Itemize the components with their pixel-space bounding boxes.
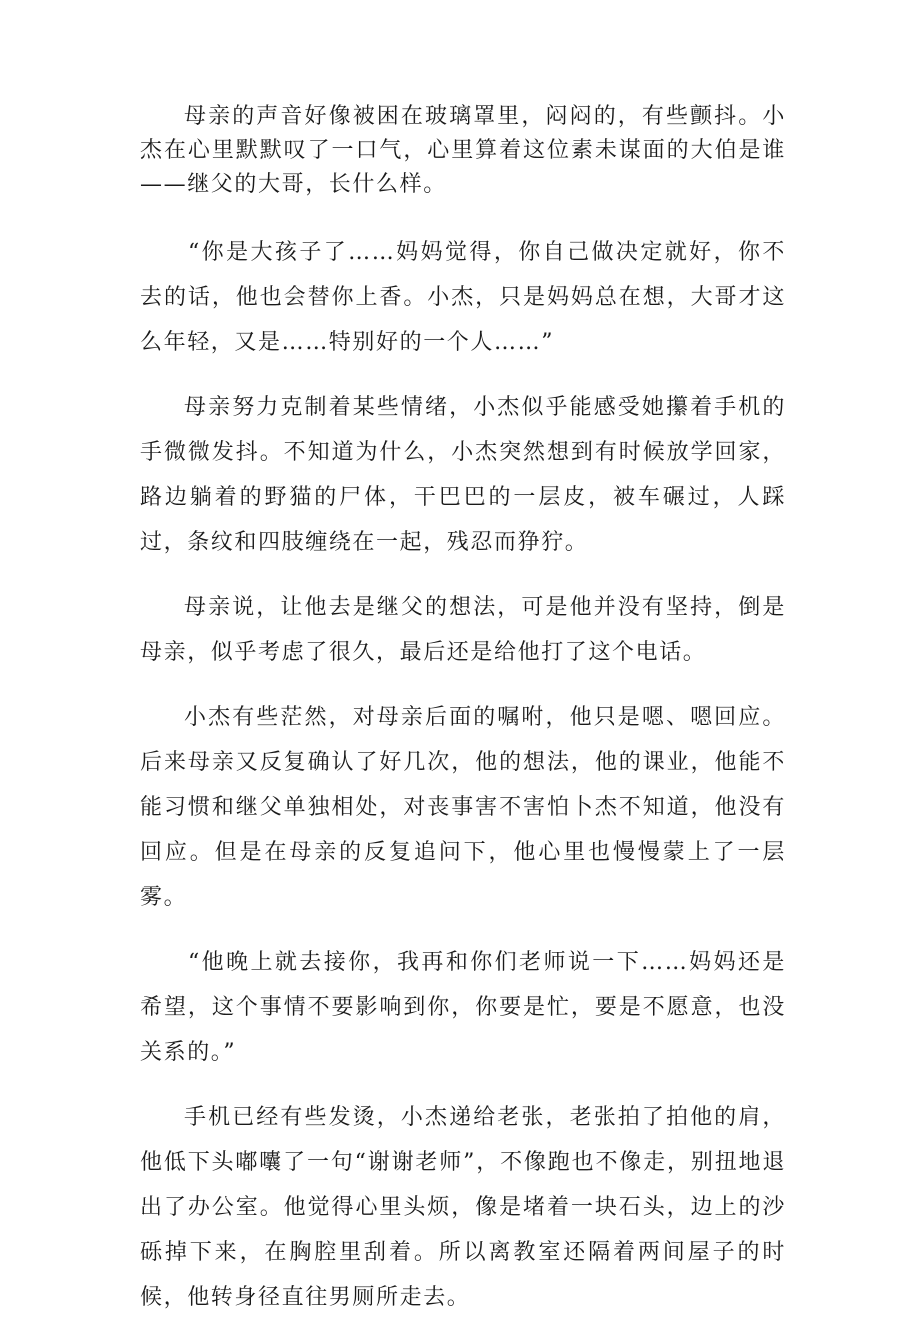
paragraph-3: 母亲努力克制着某些情绪，小杰似乎能感受她攥着手机的手微微发抖。不知道为什么，小杰突然想到有时候放学回家，路边躺着的野猫的尸体，干巴巴的一层皮，被车碾过，人踩过，条纹和四肢缠绕在一起，残忍而狰狞。	[140, 395, 786, 555]
paragraph-1: 母亲的声音好像被困在玻璃罩里，闷闷的，有些颤抖。小杰在心里默默叹了一口气，心里算着这位素未谋面的大伯是谁——继父的大哥，长什么样。	[140, 104, 786, 197]
paragraph-7: 手机已经有些发烫，小杰递给老张，老张拍了拍他的肩，他低下头嘟囔了一句“谢谢老师”，不像跑也不像走，别扭地退出了办公室。他觉得心里头烦，像是堵着一块石头，边上的沙砾掉下来，在胸腔里刮着。所以离教室还隔着两间屋子的时候，他转身径直往男厕所走去。	[140, 1105, 786, 1310]
paragraph-2: “你是大孩子了……妈妈觉得，你自己做决定就好，你不去的话，他也会替你上香。小杰，只是妈妈总在想，大哥才这么年轻，又是……特别好的一个人……”	[140, 240, 786, 355]
paragraph-6: “他晚上就去接你，我再和你们老师说一下……妈妈还是希望，这个事情不要影响到你，你要是忙，要是不愿意，也没关系的。”	[140, 950, 786, 1065]
paragraph-4: 母亲说，让他去是继父的想法，可是他并没有坚持，倒是母亲，似乎考虑了很久，最后还是给他打了这个电话。	[140, 595, 786, 665]
paragraph-5: 小杰有些茫然，对母亲后面的嘱咐，他只是嗯、嗯回应。后来母亲又反复确认了好几次，他的想法，他的课业，他能不能习惯和继父单独相处，对丧事害不害怕卜杰不知道，他没有回应。但是在母亲的反复追问下，他心里也慢慢蒙上了一层雾。	[140, 705, 786, 910]
